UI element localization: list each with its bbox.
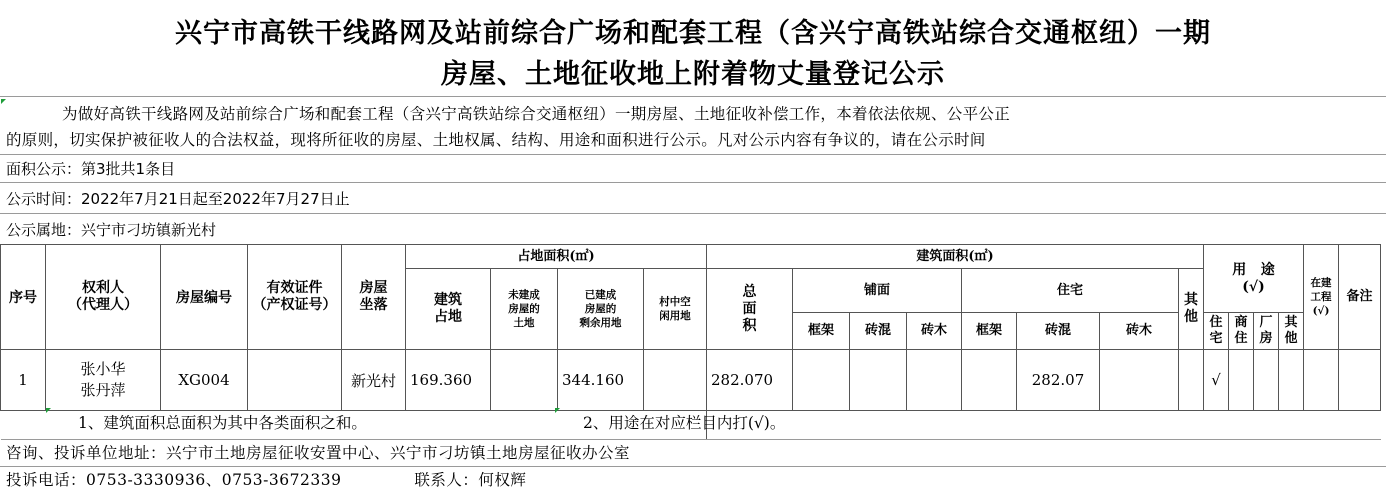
note-1: 1、建筑面积总面积为其中各类面积之和。 — [78, 414, 367, 432]
cell-use-other — [1279, 350, 1304, 411]
contact-person: 联系人：何权辉 — [414, 471, 527, 489]
header-residence: 住宅 — [962, 269, 1179, 313]
header-remaining: 已建成 房屋的 剩余用地 — [558, 269, 644, 350]
owner-name-1: 张小华 — [80, 360, 126, 378]
header-land-area: 占地面积(㎡) — [406, 245, 707, 269]
cell-location: 新光村 — [342, 350, 406, 411]
cell-res-brick-concrete: 282.07 — [1017, 350, 1100, 411]
cell-res-brick-wood — [1100, 350, 1179, 411]
intro-line-1: 为做好高铁干线路网及站前综合广场和配套工程（含兴宁高铁站综合交通枢纽）一期房屋、土地征收补偿工作，本着依法依规、公平公正 — [62, 105, 1011, 123]
header-remark: 备注 — [1339, 245, 1381, 350]
cell-unbuilt — [491, 350, 558, 411]
owner-name-2: 张丹萍 — [80, 381, 126, 399]
cell-other — [1179, 350, 1204, 411]
intro-paragraph — [0, 101, 1386, 155]
cell-house-no: XG004 — [161, 350, 248, 411]
header-village-idle: 村中空 闲用地 — [644, 269, 707, 350]
note-2: 2、用途在对应栏目内打(√)。 — [583, 414, 786, 432]
document-title-line2: 房屋、土地征收地上附着物丈量登记公示 — [0, 55, 1386, 97]
header-house-no: 房屋编号 — [161, 245, 248, 350]
header-use-commercial: 商 住 — [1229, 313, 1254, 350]
cell-shop-brick-concrete — [850, 350, 907, 411]
header-total: 总 面 积 — [707, 269, 793, 350]
header-build-area: 建筑面积(㎡) — [707, 245, 1204, 269]
cell-use-commercial — [1229, 350, 1254, 411]
header-usage: 用 途 (√) — [1204, 245, 1304, 313]
contact-address: 咨询、投诉单位地址：兴宁市土地房屋征收安置中心、兴宁市刁坊镇土地房屋征收办公室 — [0, 439, 1386, 467]
header-other: 其 他 — [1179, 269, 1204, 350]
note-marker-icon — [555, 408, 560, 413]
cell-build-land: 169.360 — [406, 350, 491, 411]
area-notice: 面积公示：第3批共1条目 — [0, 156, 1386, 183]
cell-seq: 1 — [1, 350, 46, 411]
header-res-brick-wood: 砖木 — [1100, 313, 1179, 350]
header-in-construction: 在建 工程 (√) — [1304, 245, 1339, 350]
header-use-residential: 住 宅 — [1204, 313, 1229, 350]
cell-village-idle — [644, 350, 707, 411]
cell-shop-brick-wood — [907, 350, 962, 411]
header-location: 房屋 坐落 — [342, 245, 406, 350]
header-res-frame: 框架 — [962, 313, 1017, 350]
header-shop-brick-concrete: 砖混 — [850, 313, 907, 350]
header-build-land: 建筑 占地 — [406, 269, 491, 350]
cell-shop-frame — [793, 350, 850, 411]
cell-use-residential: √ — [1204, 350, 1229, 411]
header-use-other: 其 他 — [1279, 313, 1304, 350]
cell-cert — [248, 350, 342, 411]
cell-total: 282.070 — [707, 350, 793, 411]
contact-footer — [0, 468, 1386, 493]
header-shop-brick-wood: 砖木 — [907, 313, 962, 350]
cell-remark — [1339, 350, 1381, 411]
header-seq: 序号 — [1, 245, 46, 350]
intro-line-2: 的原则，切实保护被征收人的合法权益，现将所征收的房屋、土地权属、结构、用途和面积进行公示。凡对公示内容有争议的，请在公示时间 — [6, 131, 986, 149]
table-row — [1, 350, 1381, 411]
cell-remaining: 344.160 — [558, 350, 644, 411]
notice-time: 公示时间：2022年7月21日起至2022年7月27日止 — [0, 184, 1386, 214]
header-owner: 权利人 （代理人） — [46, 245, 161, 350]
document-title-line1: 兴宁市高铁干线路网及站前综合广场和配套工程（含兴宁高铁站综合交通枢纽）一期 — [175, 18, 1211, 49]
complaint-phone: 投诉电话：0753-3330936、0753-3672339 — [6, 471, 342, 489]
note-cell-right — [707, 411, 1381, 440]
header-unbuilt: 未建成 房屋的 土地 — [491, 269, 558, 350]
header-res-brick-concrete: 砖混 — [1017, 313, 1100, 350]
notice-place: 公示属地：兴宁市刁坊镇新光村 — [6, 221, 217, 239]
cell-res-frame — [962, 350, 1017, 411]
cell-owner — [46, 350, 161, 411]
header-shop: 铺面 — [793, 269, 962, 313]
header-shop-frame: 框架 — [793, 313, 850, 350]
cell-use-factory — [1254, 350, 1279, 411]
header-cert: 有效证件 （产权证号） — [248, 245, 342, 350]
cell-in-construction — [1304, 350, 1339, 411]
note-marker-icon — [46, 408, 51, 413]
header-use-factory: 厂 房 — [1254, 313, 1279, 350]
